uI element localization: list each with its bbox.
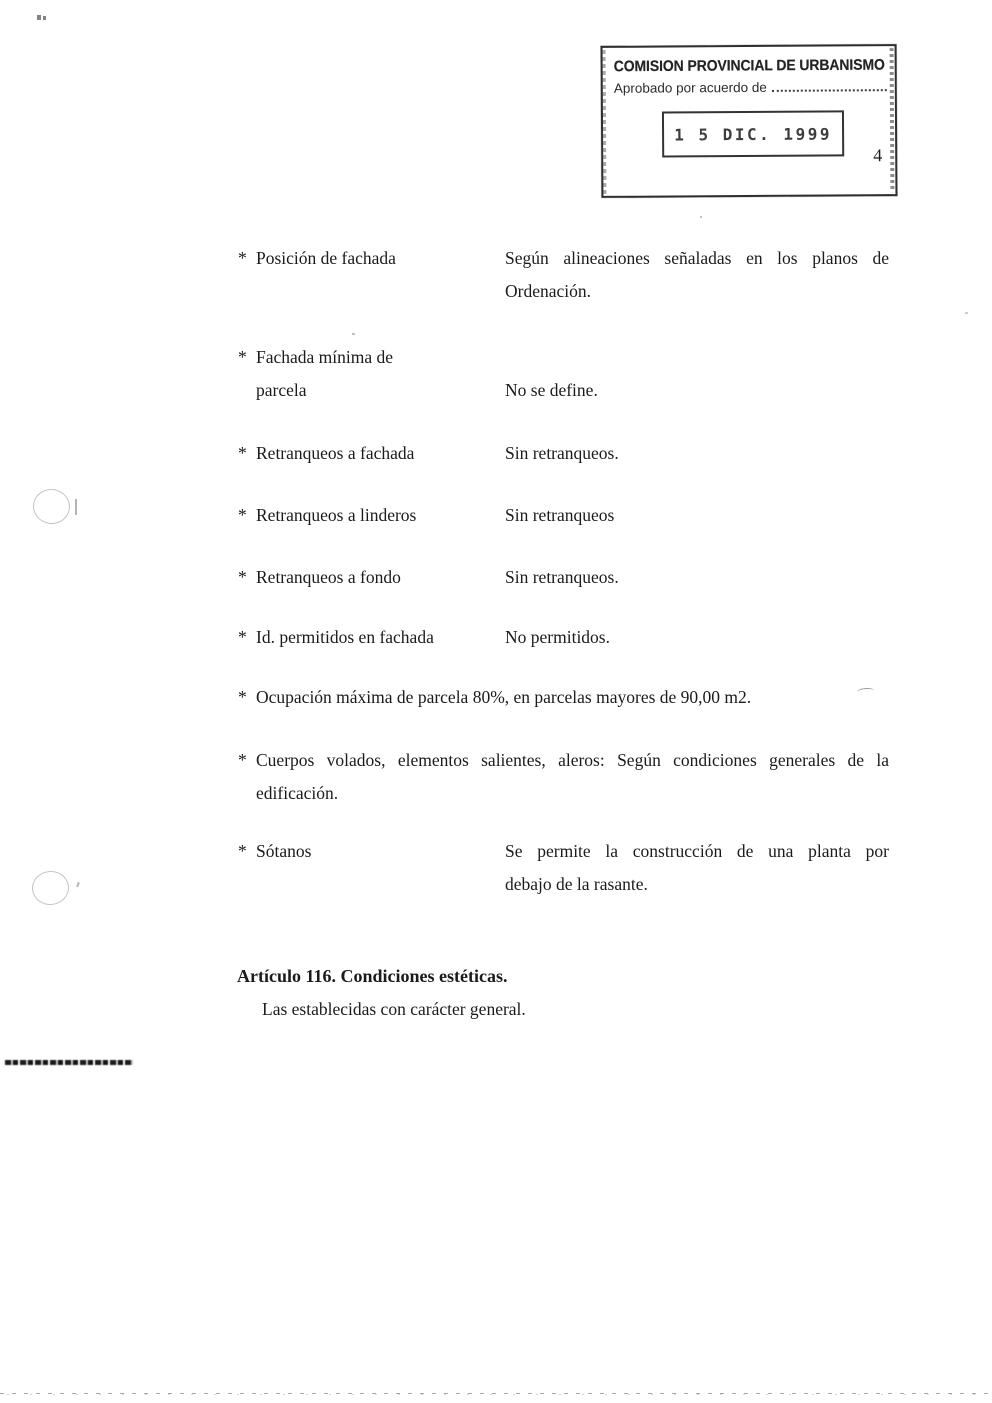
item-label: Id. permitidos en fachada <box>256 627 434 647</box>
stamp-date: 1 5 DIC. 1999 <box>674 123 832 144</box>
list-item <box>238 621 890 654</box>
item-value: Se permite la construcción de una planta por <box>505 841 889 861</box>
bullet-asterisk: * <box>238 347 247 367</box>
item-label: Retranqueos a linderos <box>256 505 417 525</box>
item-value: Según alineaciones señaladas en los planos de <box>505 248 889 268</box>
list-item <box>238 835 890 901</box>
article-body: Las establecidas con carácter general. <box>262 999 526 1019</box>
scan-artifact <box>76 882 79 887</box>
bullet-asterisk: * <box>238 505 247 525</box>
item-value: No permitidos. <box>505 627 610 647</box>
item-label: parcela <box>256 380 307 400</box>
stamp-date-box <box>662 110 844 157</box>
stamp-dotted-line <box>772 89 887 92</box>
page-bottom-edge <box>0 1392 992 1395</box>
list-item <box>238 499 890 532</box>
scan-speck <box>700 216 702 218</box>
scan-speck <box>43 16 46 20</box>
list-item <box>238 744 890 810</box>
item-value: Sin retranqueos <box>505 505 615 525</box>
stamp-approval-label: Aprobado por acuerdo de <box>613 79 767 96</box>
approval-stamp <box>601 44 898 198</box>
list-item <box>238 681 890 714</box>
article-heading: Artículo 116. Condiciones estéticas. <box>237 966 508 986</box>
list-item <box>238 561 890 594</box>
item-text: Cuerpos volados, elementos salientes, aleros: Según condiciones generales de la <box>256 750 889 770</box>
bullet-asterisk: * <box>238 567 247 587</box>
item-value: Ordenación. <box>505 281 592 301</box>
scan-speck <box>965 312 968 314</box>
item-label: Retranqueos a fondo <box>256 567 401 587</box>
scan-speck <box>352 333 355 335</box>
list-item <box>238 242 890 308</box>
stamp-org-title: COMISION PROVINCIAL DE URBANISMO <box>613 55 885 75</box>
item-label: Fachada mínima de <box>256 347 394 367</box>
bullet-asterisk: * <box>238 687 247 707</box>
page-number: 4 <box>873 145 883 166</box>
list-item <box>238 341 890 407</box>
item-value: Sin retranqueos. <box>505 443 619 463</box>
hole-punch-mark <box>30 869 70 907</box>
item-label: Sótanos <box>256 841 312 861</box>
bullet-asterisk: * <box>238 627 247 647</box>
item-value: No se define. <box>505 380 598 400</box>
bullet-asterisk: * <box>238 841 247 861</box>
item-value: debajo de la rasante. <box>505 874 648 894</box>
list-item <box>238 437 890 470</box>
bullet-asterisk: * <box>238 443 247 463</box>
scan-artifact <box>75 499 77 515</box>
bullet-asterisk: * <box>238 248 247 268</box>
scan-speck <box>37 15 41 20</box>
margin-microprint <box>5 1060 133 1065</box>
bullet-asterisk: * <box>238 750 247 770</box>
item-text: Ocupación máxima de parcela 80%, en parcelas mayores de 90,00 m2. <box>256 687 752 707</box>
item-value: Sin retranqueos. <box>505 567 619 587</box>
item-text: edificación. <box>256 783 339 803</box>
item-label: Retranqueos a fachada <box>256 443 415 463</box>
hole-punch-mark <box>31 487 73 527</box>
item-label: Posición de fachada <box>256 248 396 268</box>
